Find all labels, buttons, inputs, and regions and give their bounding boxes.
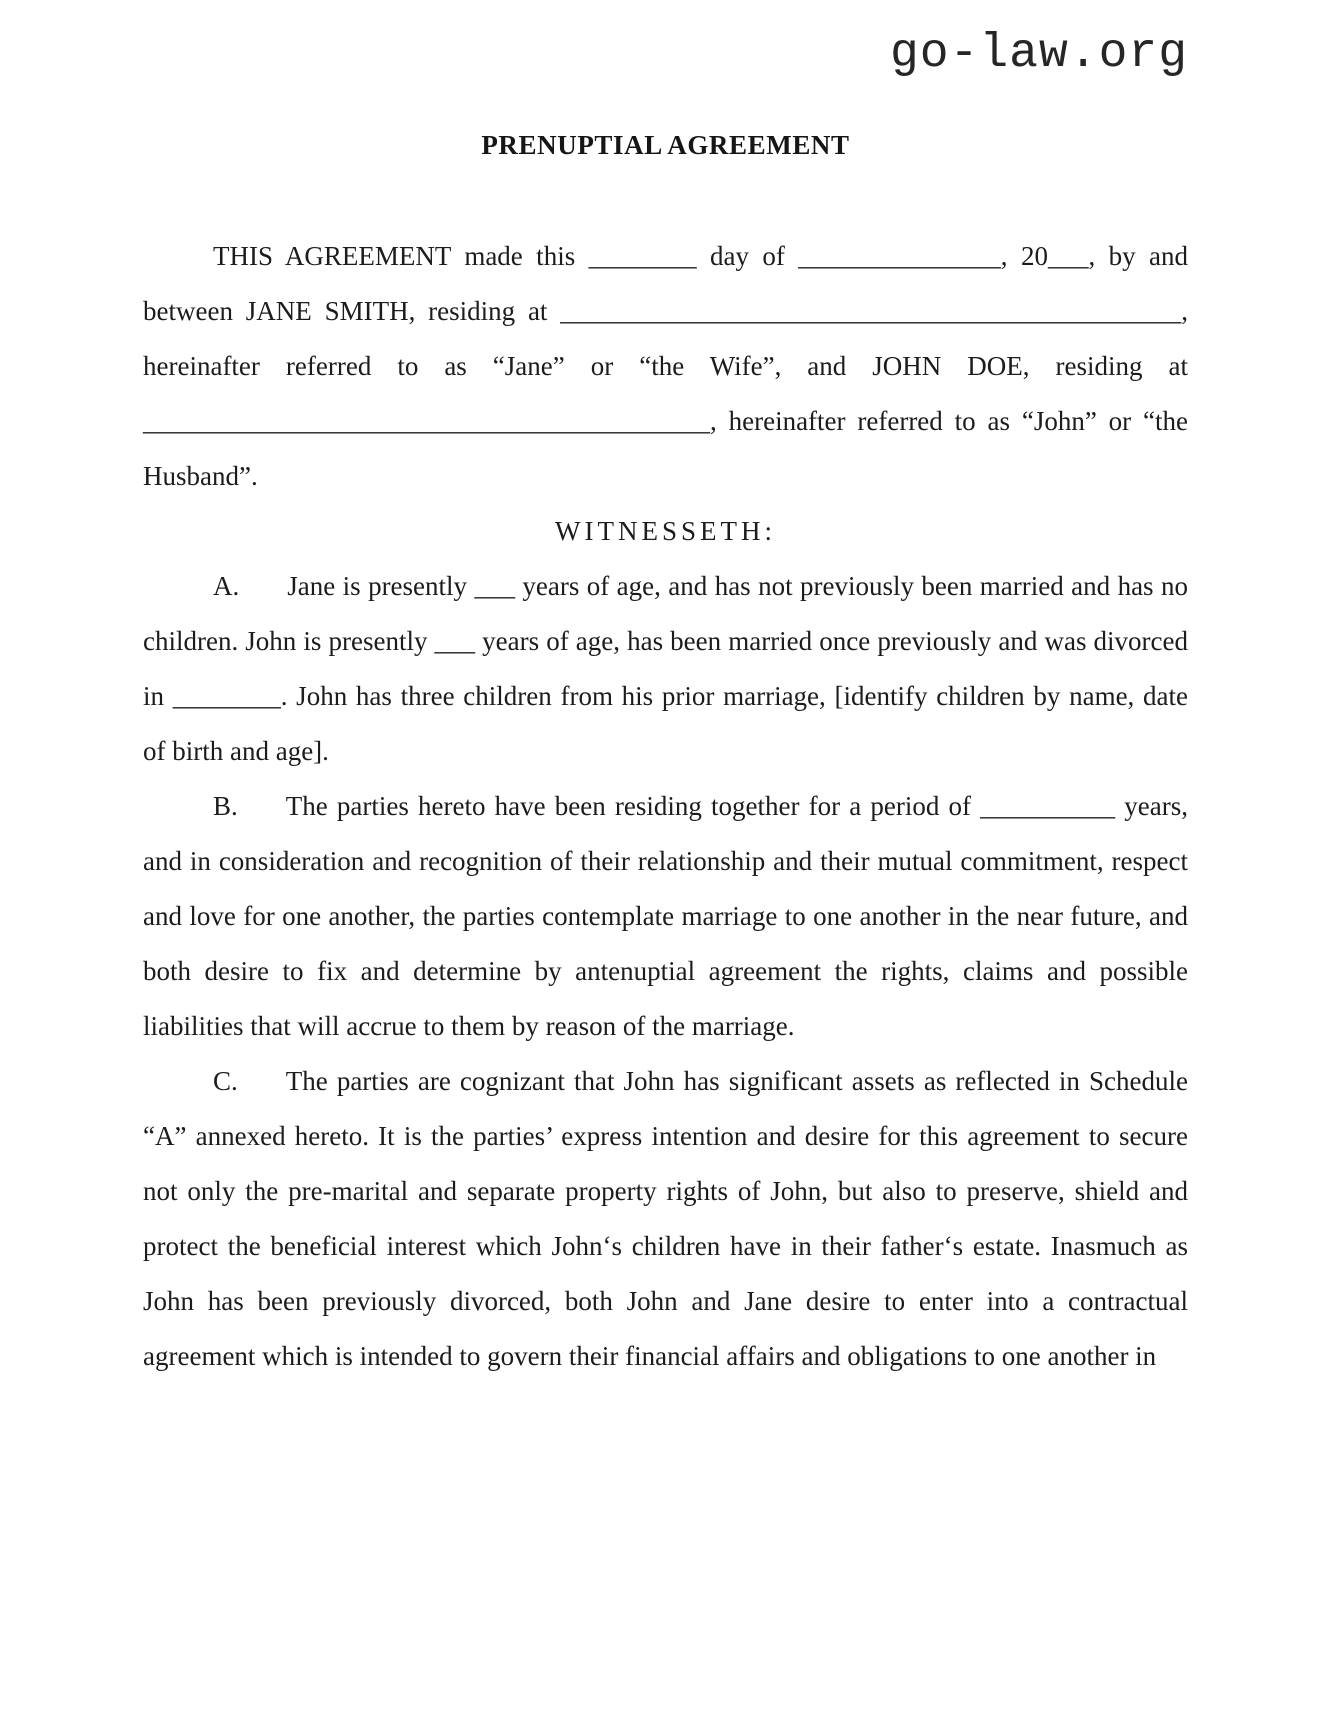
section-paragraph-a bbox=[143, 559, 1188, 779]
section-paragraph-c bbox=[143, 1054, 1188, 1384]
intro-paragraph: THIS AGREEMENT made this ________ day of _______________, 20___, by and between JANE SMITH, residing at ______________________________________________, hereinafter referred to as “Jane” or “the Wife”, and JOHN DOE, residing at __________________________________________, hereinafter referred to as “John” or “the Husband”. bbox=[143, 241, 1188, 491]
section-label-c: C. bbox=[213, 1066, 238, 1096]
section-paragraph-b bbox=[143, 779, 1188, 1054]
section-text-b: The parties hereto have been residing together for a period of __________ years, and in consideration and recognition of their relationship and their mutual commitment, respect and love for one another, the parties contemplate marriage to one another in the near future, and both desire to fix and determine by antenuptial agreement the rights, claims and possible liabilities that will accrue to them by reason of the marriage. bbox=[143, 791, 1188, 1041]
witnesseth-heading: WITNESSETH: bbox=[555, 516, 776, 546]
section-text-c: The parties are cognizant that John has significant assets as reflected in Schedule “A” annexed hereto. It is the parties’ express intention and desire for this agreement to secure not only the pre-marital and separate property rights of John, but also to preserve, shield and protect the beneficial interest which John‘s children have in their father‘s estate. Inasmuch as John has been previously divorced, both John and Jane desire to enter into a contractual agreement which is intended to govern their financial affairs and obligations to one another in bbox=[143, 1066, 1188, 1371]
document-title: PRENUPTIAL AGREEMENT bbox=[481, 130, 850, 160]
section-label-b: B. bbox=[213, 791, 238, 821]
section-text-a: Jane is presently ___ years of age, and has not previously been married and has no children. John is presently ___ years of age, has been married once previously and was divorced in ________. John has three children from his prior marriage, [identify children by name, date of birth and age]. bbox=[143, 571, 1188, 766]
section-label-a: A. bbox=[213, 571, 240, 601]
site-logo: go-law.org bbox=[889, 27, 1188, 81]
